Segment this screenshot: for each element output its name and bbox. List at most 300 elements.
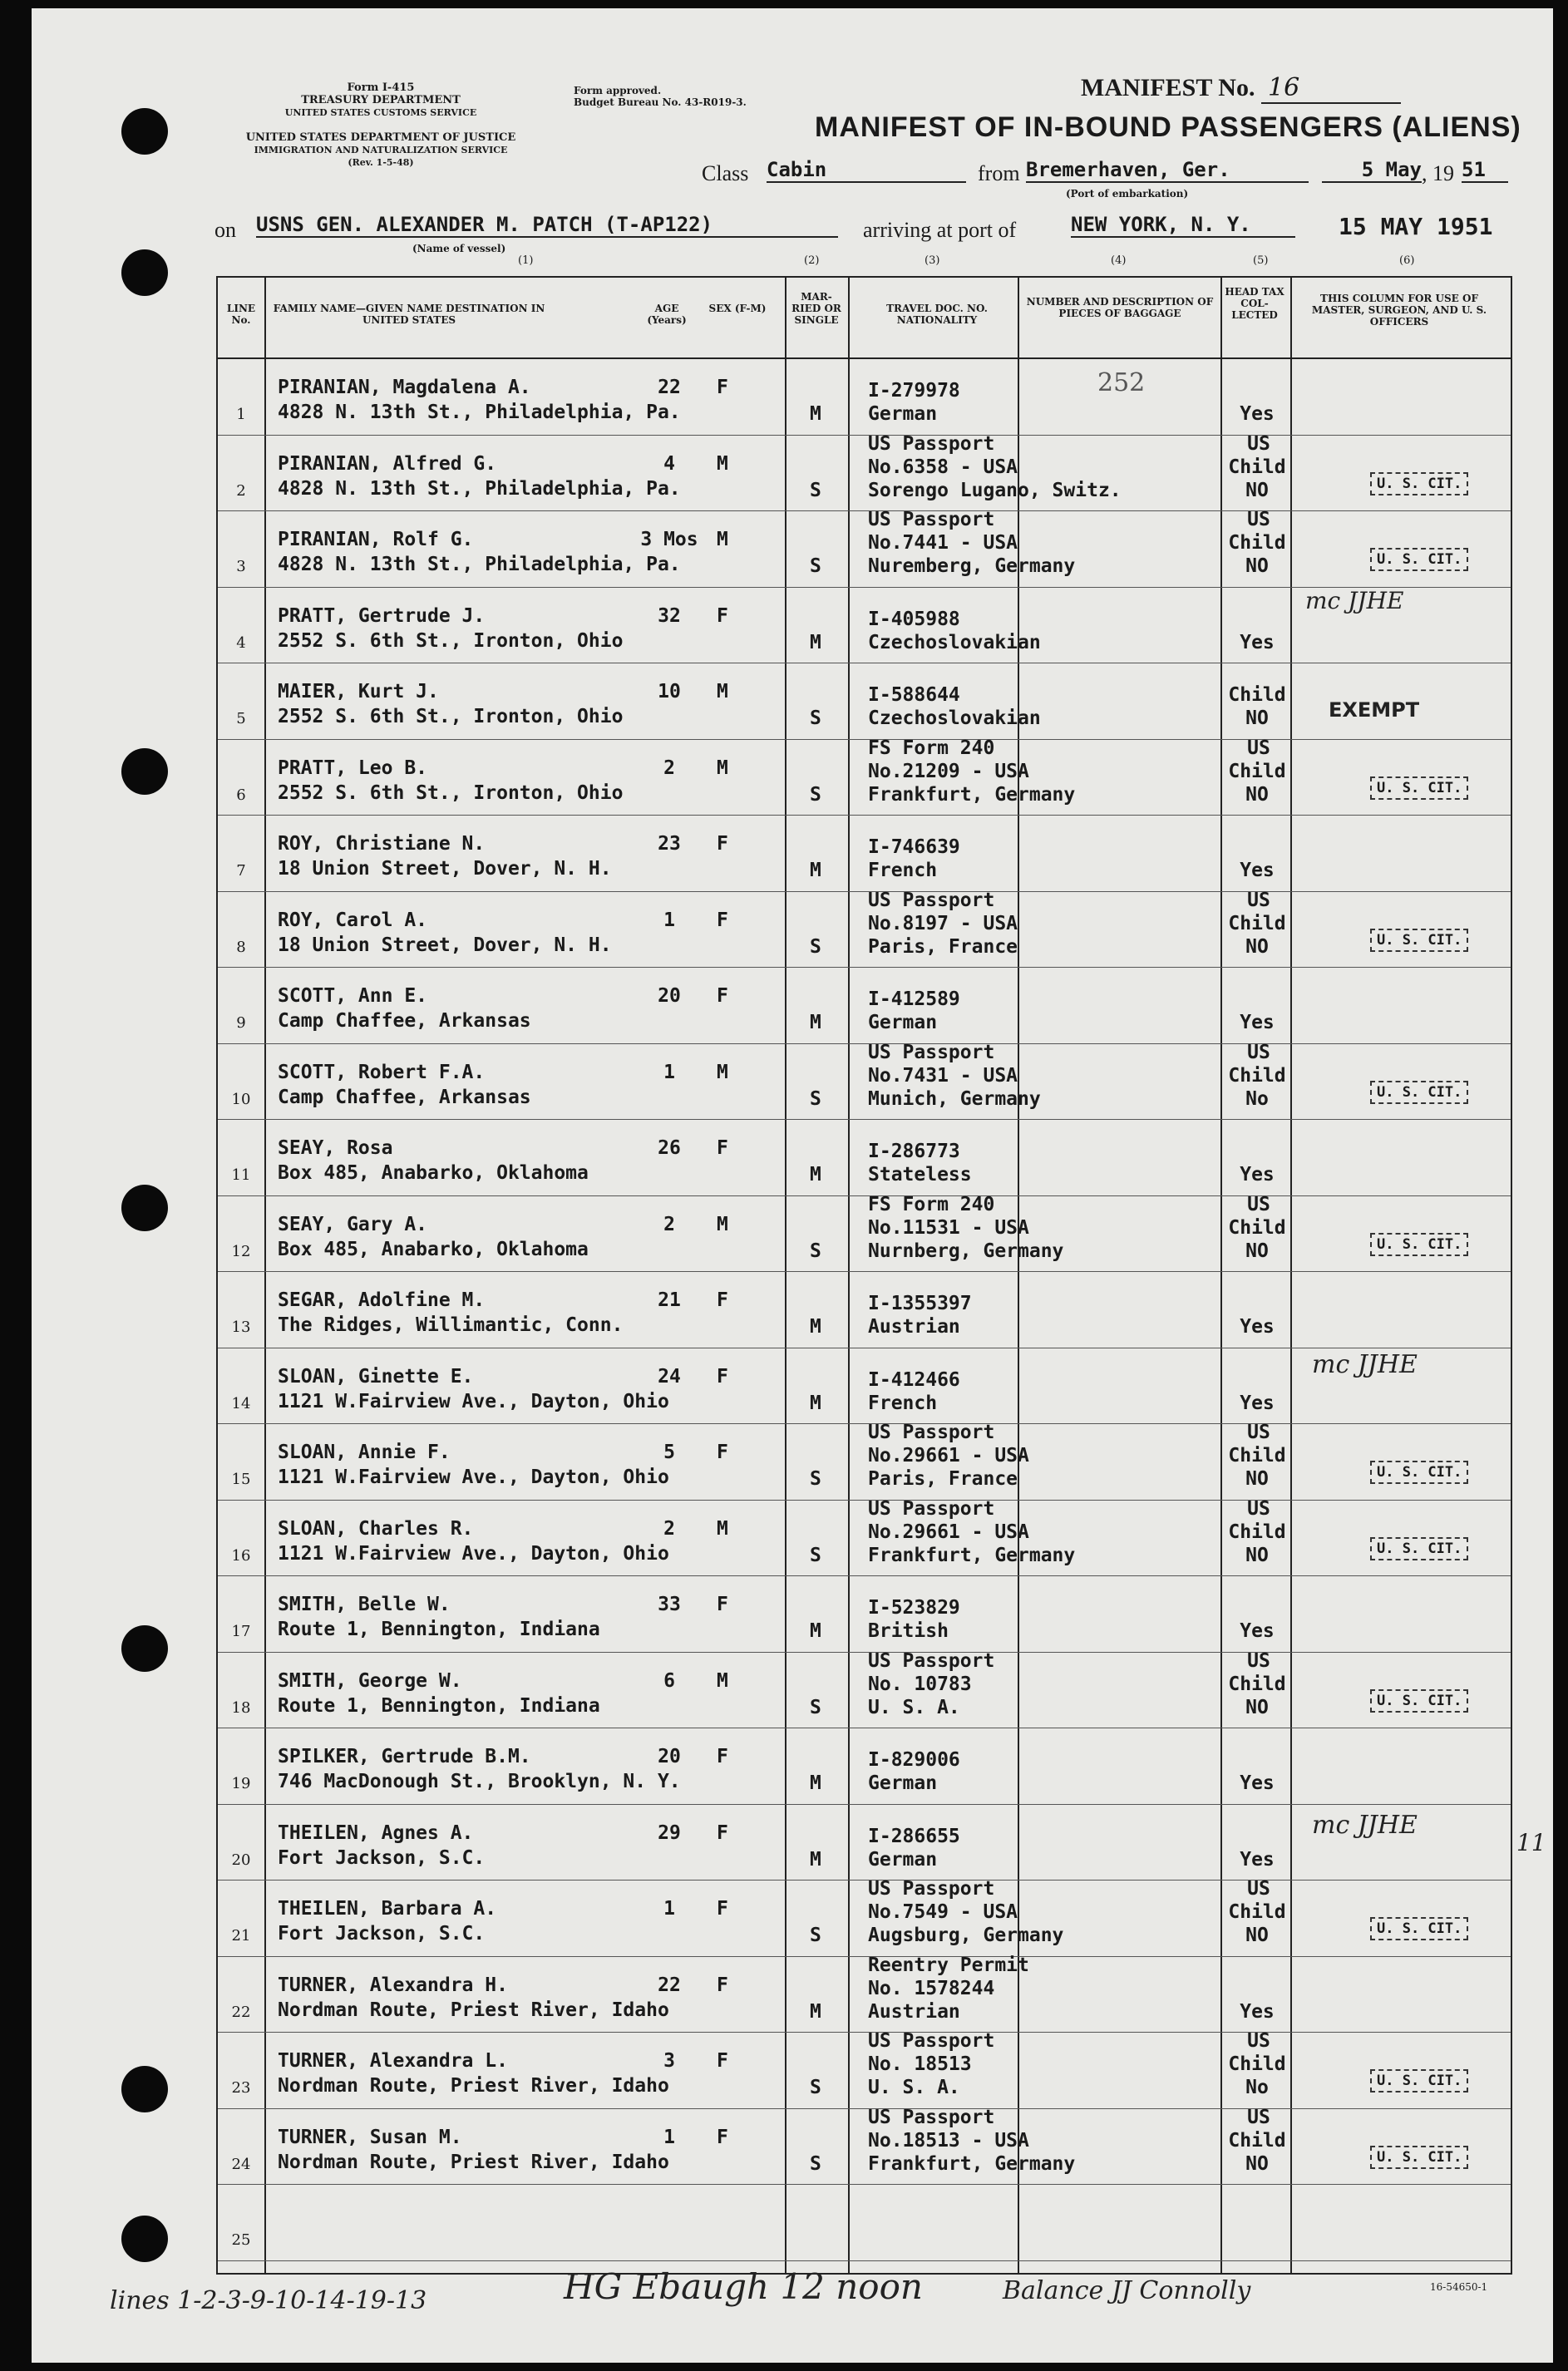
table-row xyxy=(218,663,1511,740)
sex: F xyxy=(717,377,728,398)
travel-doc-line-2: I-405988 xyxy=(868,608,960,630)
head-tax-line-2: Child xyxy=(1228,912,1286,934)
line-number: 19 xyxy=(231,1775,251,1792)
sex: F xyxy=(717,2126,728,2148)
age: 4 xyxy=(663,452,675,475)
table-row xyxy=(218,968,1511,1044)
passenger-name: SLOAN, Charles R. xyxy=(278,1517,474,1540)
destination: Camp Chaffee, Arkansas xyxy=(278,1086,531,1108)
head-tax-line-3: Yes xyxy=(1240,1620,1275,1642)
sex: M xyxy=(717,1517,728,1540)
embark-caption: (Port of embarkation) xyxy=(1066,188,1189,200)
footer-code: 16-54650-1 xyxy=(1430,2281,1488,2293)
line-number: 10 xyxy=(231,1090,251,1108)
manifest-label: MANIFEST No. xyxy=(1081,74,1255,101)
head-tax-line-3: NO xyxy=(1245,1544,1269,1566)
nationality: German xyxy=(868,403,938,425)
line-number: 9 xyxy=(236,1014,246,1032)
marital-status: M xyxy=(810,860,821,881)
destination: 4828 N. 13th St., Philadelphia, Pa. xyxy=(278,477,681,500)
nationality: German xyxy=(868,1772,938,1794)
destination: Nordman Route, Priest River, Idaho xyxy=(278,2151,669,2173)
passenger-name: SEAY, Gary A. xyxy=(278,1213,428,1235)
binder-hole xyxy=(121,108,168,155)
head-tax-line-3: NO xyxy=(1245,783,1269,806)
citizen-stamp: U. S. CIT. xyxy=(1370,929,1468,952)
binder-hole xyxy=(121,2066,168,2112)
sex: F xyxy=(717,909,728,931)
line-number: 2 xyxy=(236,481,246,500)
head-tax-line-2: Child xyxy=(1228,1521,1286,1543)
travel-doc-line-2: I-279978 xyxy=(868,380,960,402)
col-num-3: (3) xyxy=(925,254,940,267)
marital-status: S xyxy=(810,1925,821,1946)
table-row xyxy=(218,889,1511,969)
nationality: Augsburg, Germany xyxy=(868,1925,1064,1946)
citizen-stamp: U. S. CIT. xyxy=(1370,2069,1468,2092)
nationality: Frankfurt, Germany xyxy=(868,2152,1076,2175)
head-tax-line-3: NO xyxy=(1245,1468,1269,1490)
sex: M xyxy=(717,452,728,475)
travel-doc-line-2: No. 18513 xyxy=(868,2053,972,2075)
head-tax-line-3: NO xyxy=(1245,479,1269,501)
manifest-number xyxy=(1081,73,1401,104)
passenger-name: PIRANIAN, Alfred G. xyxy=(278,452,497,475)
passenger-name: PIRANIAN, Magdalena A. xyxy=(278,377,531,398)
row-divider xyxy=(218,2260,1511,2261)
nationality: Frankfurt, Germany xyxy=(868,783,1076,806)
head-tax-line-1: US xyxy=(1247,1041,1270,1063)
table-row xyxy=(218,511,1511,588)
nationality: Stateless xyxy=(868,1164,972,1186)
table-row xyxy=(218,816,1511,892)
marital-status: S xyxy=(810,1468,821,1490)
nationality: Paris, France xyxy=(868,1468,1018,1490)
header-sex: SEX (F-M) xyxy=(708,303,767,314)
line-number: 7 xyxy=(236,862,246,880)
manifest-no-value: 16 xyxy=(1261,73,1401,104)
head-tax-line-1: US xyxy=(1247,509,1270,530)
initials-note: mc JJHE xyxy=(1312,1350,1418,1379)
passenger-name: ROY, Carol A. xyxy=(278,909,428,931)
page-title: MANIFEST OF IN-BOUND PASSENGERS (ALIENS) xyxy=(815,111,1521,143)
line-number: 1 xyxy=(236,406,246,423)
head-tax-line-2: Child xyxy=(1228,684,1286,706)
table-row xyxy=(218,359,1511,436)
sex: M xyxy=(717,681,728,702)
table-row xyxy=(218,1576,1511,1653)
table-row xyxy=(218,2030,1511,2109)
exempt-note: EXEMPT xyxy=(1329,698,1420,722)
passenger-name: TURNER, Alexandra L. xyxy=(278,2050,508,2072)
marital-status: M xyxy=(810,1164,821,1186)
year-value: 51 xyxy=(1462,158,1508,183)
approval-line-1: Form approved. xyxy=(574,85,662,96)
sex: F xyxy=(717,1365,728,1388)
table-row xyxy=(218,432,1511,512)
head-tax-line-1: US xyxy=(1247,1497,1270,1520)
passenger-name: PIRANIAN, Rolf G. xyxy=(278,529,474,550)
travel-doc-line-2: No.11531 - USA xyxy=(868,1216,1029,1239)
travel-doc-line-2: No.7431 - USA xyxy=(868,1064,1018,1087)
age: 20 xyxy=(658,985,681,1007)
table-row xyxy=(218,1728,1511,1805)
marital-status: S xyxy=(810,1544,821,1566)
sex: F xyxy=(717,1898,728,1920)
treasury-block xyxy=(256,81,505,119)
year-prefix: , 19 xyxy=(1422,161,1454,185)
marital-status: S xyxy=(810,555,821,577)
destination: Box 485, Anabarko, Oklahoma xyxy=(278,1238,589,1260)
marital-status: S xyxy=(810,1087,821,1110)
travel-doc-line-1: US Passport xyxy=(868,1878,995,1900)
travel-doc-line-2: I-412589 xyxy=(868,988,960,1010)
approval-block xyxy=(574,85,747,108)
sex: M xyxy=(717,757,728,779)
header-name: FAMILY NAME—GIVEN NAME DESTINATION IN UNITED STATES xyxy=(273,303,545,326)
head-tax-line-1: US xyxy=(1247,2106,1270,2128)
travel-doc-line-2: No.21209 - USA xyxy=(868,760,1029,782)
table-row xyxy=(218,1497,1511,1577)
marital-status: M xyxy=(810,1620,821,1642)
travel-doc-line-2: I-286773 xyxy=(868,1141,960,1162)
nationality: Frankfurt, Germany xyxy=(868,1544,1076,1566)
form-number: Form I-415 xyxy=(347,81,415,94)
head-tax-line-3: Yes xyxy=(1240,1392,1275,1414)
approval-line-2: Budget Bureau No. 43-R019-3. xyxy=(574,96,747,108)
ins-service: IMMIGRATION AND NATURALIZATION SERVICE xyxy=(254,145,508,155)
travel-doc-line-2: I-286655 xyxy=(868,1825,960,1847)
sex: F xyxy=(717,1442,728,1463)
header-officers: THIS COLUMN FOR USE OF MASTER, SURGEON, AND U. S. OFFICERS xyxy=(1311,293,1487,328)
travel-doc-line-1: US Passport xyxy=(868,1422,995,1443)
line-number: 11 xyxy=(231,1166,251,1184)
marital-status: M xyxy=(810,1392,821,1414)
sex: F xyxy=(717,1746,728,1767)
sex: M xyxy=(717,529,728,550)
head-tax-line-1: US xyxy=(1247,889,1270,911)
on-label: on xyxy=(214,218,236,242)
travel-doc-line-2: No.8197 - USA xyxy=(868,912,1018,934)
line-number: 13 xyxy=(231,1319,251,1336)
sex: F xyxy=(717,1821,728,1844)
citizen-stamp: U. S. CIT. xyxy=(1370,776,1468,800)
class-value: Cabin xyxy=(767,158,966,183)
citizen-stamp: U. S. CIT. xyxy=(1370,1917,1468,1940)
travel-doc-line-2: No.7549 - USA xyxy=(868,1901,1018,1923)
age: 24 xyxy=(658,1365,681,1388)
binder-hole xyxy=(121,1185,168,1231)
treasury-department: TREASURY DEPARTMENT xyxy=(301,94,461,106)
col-num-4: (4) xyxy=(1111,254,1127,267)
travel-doc-line-2: No.7441 - USA xyxy=(868,532,1018,554)
age: 32 xyxy=(658,604,681,627)
citizen-stamp: U. S. CIT. xyxy=(1370,472,1468,495)
nationality: U. S. A. xyxy=(868,2077,960,2098)
travel-doc-line-2: No.6358 - USA xyxy=(868,456,1018,478)
citizen-stamp: U. S. CIT. xyxy=(1370,2146,1468,2169)
destination: Nordman Route, Priest River, Idaho xyxy=(278,1999,669,2021)
passenger-name: THEILEN, Barbara A. xyxy=(278,1898,497,1920)
head-tax-line-1: US xyxy=(1247,1878,1270,1900)
age: 10 xyxy=(658,681,681,702)
citizen-stamp: U. S. CIT. xyxy=(1370,1081,1468,1104)
head-tax-line-3: Yes xyxy=(1240,1012,1275,1033)
travel-doc-line-2: No.29661 - USA xyxy=(868,1521,1029,1543)
head-tax-line-2: Child xyxy=(1228,1216,1286,1239)
head-tax-line-3: NO xyxy=(1245,2152,1269,2175)
head-tax-line-2: Child xyxy=(1228,532,1286,554)
head-tax-line-3: Yes xyxy=(1240,2000,1275,2023)
passenger-name: PRATT, Leo B. xyxy=(278,757,428,779)
head-tax-line-2: Child xyxy=(1228,1064,1286,1087)
travel-doc-line-2: I-746639 xyxy=(868,836,960,858)
head-tax-line-1: US xyxy=(1247,432,1270,455)
destination: Fort Jackson, S.C. xyxy=(278,1923,486,1945)
travel-doc-line-1: FS Form 240 xyxy=(868,1193,995,1215)
destination: Route 1, Bennington, Indiana xyxy=(278,1694,600,1717)
justice-department: UNITED STATES DEPARTMENT OF JUSTICE xyxy=(245,131,516,144)
revision: (Rev. 1-5-48) xyxy=(348,157,414,168)
head-tax-line-1: US xyxy=(1247,1649,1270,1672)
travel-doc-line-1: US Passport xyxy=(868,2106,995,2128)
sex: M xyxy=(717,1669,728,1692)
line-number: 3 xyxy=(236,558,246,575)
marital-status: M xyxy=(810,403,821,425)
sex: F xyxy=(717,985,728,1007)
head-tax-line-1: US xyxy=(1247,2030,1270,2052)
head-tax-line-3: No xyxy=(1245,1087,1269,1110)
destination: 18 Union Street, Dover, N. H. xyxy=(278,858,612,880)
travel-doc-line-2: No.29661 - USA xyxy=(868,1445,1029,1466)
marital-status: S xyxy=(810,783,821,806)
nationality: French xyxy=(868,1392,938,1414)
line-number: 15 xyxy=(231,1471,251,1488)
line-count-note: 11 xyxy=(1516,1829,1546,1856)
arriving-label: arriving at port of xyxy=(863,218,1017,242)
table-row xyxy=(218,1272,1511,1348)
manifest-page xyxy=(32,8,1553,2363)
from-value: Bremerhaven, Ger. xyxy=(1026,158,1309,183)
line-number: 24 xyxy=(231,2155,251,2173)
head-tax-line-2: Child xyxy=(1228,1445,1286,1466)
travel-doc-line-1: US Passport xyxy=(868,509,995,530)
age: 2 xyxy=(663,1517,675,1540)
head-tax-line-2: Child xyxy=(1228,1673,1286,1695)
header-baggage: NUMBER AND DESCRIPTION OF PIECES OF BAGGAGE xyxy=(1026,296,1214,319)
line-number: 20 xyxy=(231,1851,251,1869)
head-tax-line-2: Child xyxy=(1228,760,1286,782)
travel-doc-line-2: I-588644 xyxy=(868,684,960,706)
marital-status: S xyxy=(810,1240,821,1262)
nationality: Munich, Germany xyxy=(868,1087,1041,1110)
line-number: 4 xyxy=(236,633,246,652)
nationality: Nuremberg, Germany xyxy=(868,555,1076,577)
table-row xyxy=(218,1041,1511,1121)
nationality: U. S. A. xyxy=(868,1696,960,1718)
signature-ebaugh: HG Ebaugh 12 noon xyxy=(564,2266,923,2307)
passenger-name: THEILEN, Agnes A. xyxy=(278,1821,474,1844)
marital-status: M xyxy=(810,1848,821,1871)
destination: Nordman Route, Priest River, Idaho xyxy=(278,2075,669,2097)
passenger-name: SCOTT, Robert F.A. xyxy=(278,1061,486,1083)
nationality: Austrian xyxy=(868,2000,960,2023)
age: 22 xyxy=(658,1974,681,1996)
marital-status: S xyxy=(810,707,821,729)
passenger-name: SLOAN, Annie F. xyxy=(278,1442,451,1463)
header-travel: TRAVEL DOC. NO. NATIONALITY xyxy=(886,303,988,326)
age: 2 xyxy=(663,757,675,779)
age: 26 xyxy=(658,1137,681,1159)
table-row xyxy=(218,1193,1511,1273)
travel-doc-line-2: No. 1578244 xyxy=(868,1977,995,1999)
sex: F xyxy=(717,1137,728,1159)
date-value: 5 May xyxy=(1322,158,1422,183)
age: 23 xyxy=(658,833,681,855)
binder-hole xyxy=(121,1625,168,1672)
travel-doc-line-2: No. 10783 xyxy=(868,1673,972,1695)
line-number: 5 xyxy=(236,710,246,727)
marital-status: M xyxy=(810,1316,821,1338)
line-number: 6 xyxy=(236,786,246,804)
head-tax-line-2: Child xyxy=(1228,2129,1286,2152)
sex: M xyxy=(717,1061,728,1083)
vessel-caption: (Name of vessel) xyxy=(412,243,506,254)
head-tax-line-3: NO xyxy=(1245,1925,1269,1946)
col-num-6: (6) xyxy=(1399,254,1415,267)
nationality: Sorengo Lugano, Switz. xyxy=(868,479,1122,501)
line-number: 17 xyxy=(231,1623,251,1640)
marital-status: S xyxy=(810,1696,821,1718)
table-row xyxy=(218,1424,1511,1501)
initials-note: mc JJHE xyxy=(1305,587,1404,614)
travel-doc-line-1: US Passport xyxy=(868,1041,995,1063)
line-number: 12 xyxy=(231,1242,251,1260)
passenger-name: SCOTT, Ann E. xyxy=(278,985,428,1007)
age: 1 xyxy=(663,1898,675,1920)
travel-doc-line-1: FS Form 240 xyxy=(868,737,995,759)
sex: F xyxy=(717,833,728,855)
age: 33 xyxy=(658,1594,681,1615)
age: 2 xyxy=(663,1213,675,1235)
destination: Fort Jackson, S.C. xyxy=(278,1846,486,1869)
destination: Camp Chaffee, Arkansas xyxy=(278,1010,531,1032)
table-row xyxy=(218,1878,1511,1957)
destination: Route 1, Bennington, Indiana xyxy=(278,1619,600,1640)
head-tax-line-3: Yes xyxy=(1240,1316,1275,1338)
age: 3 Mos xyxy=(640,529,698,550)
head-tax-line-3: NO xyxy=(1245,935,1269,958)
head-tax-line-1: US xyxy=(1247,737,1270,759)
destination: Box 485, Anabarko, Oklahoma xyxy=(278,1162,589,1184)
destination: The Ridges, Willimantic, Conn. xyxy=(278,1314,624,1336)
baggage-note: 252 xyxy=(1097,368,1146,397)
passenger-name: PRATT, Gertrude J. xyxy=(278,604,486,627)
table-row xyxy=(218,1649,1511,1729)
age: 1 xyxy=(663,2126,675,2148)
nationality: Nurnberg, Germany xyxy=(868,1240,1064,1262)
passenger-table xyxy=(216,276,1512,2275)
marital-status: M xyxy=(810,1012,821,1033)
line-number: 16 xyxy=(231,1546,251,1565)
nationality: Czechoslovakian xyxy=(868,707,1041,729)
destination: 1121 W.Fairview Ave., Dayton, Ohio xyxy=(278,1466,669,1488)
citizen-stamp: U. S. CIT. xyxy=(1370,1689,1468,1713)
line-number: 18 xyxy=(231,1698,251,1717)
head-tax-line-3: No xyxy=(1245,2077,1269,2098)
passenger-name: SEGAR, Adolfine M. xyxy=(278,1289,486,1311)
passenger-name: SEAY, Rosa xyxy=(278,1137,393,1159)
line-number: 25 xyxy=(231,2231,251,2249)
marital-status: M xyxy=(810,631,821,653)
passenger-name: SLOAN, Ginette E. xyxy=(278,1365,474,1388)
table-row xyxy=(218,1120,1511,1196)
destination: 1121 W.Fairview Ave., Dayton, Ohio xyxy=(278,1390,669,1412)
age: 21 xyxy=(658,1289,681,1311)
head-tax-line-2: Child xyxy=(1228,2053,1286,2075)
table-row xyxy=(218,2106,1511,2186)
head-tax-line-3: NO xyxy=(1245,707,1269,729)
sex: F xyxy=(717,1594,728,1615)
head-tax-line-3: Yes xyxy=(1240,1848,1275,1871)
citizen-stamp: U. S. CIT. xyxy=(1370,1537,1468,1560)
age: 3 xyxy=(663,2050,675,2072)
table-row xyxy=(218,1954,1511,2033)
age: 29 xyxy=(658,1821,681,1844)
travel-doc-line-1: US Passport xyxy=(868,2030,995,2052)
marital-status: S xyxy=(810,935,821,958)
header-married: MAR-RIED OR SINGLE xyxy=(791,291,841,326)
age: 20 xyxy=(658,1746,681,1767)
marital-status: S xyxy=(810,2077,821,2098)
head-tax-line-3: Yes xyxy=(1240,1772,1275,1794)
nationality: German xyxy=(868,1848,938,1871)
lines-note: lines 1-2-3-9-10-14-19-13 xyxy=(110,2286,427,2315)
head-tax-line-3: NO xyxy=(1245,555,1269,577)
travel-doc-line-2: I-1355397 xyxy=(868,1293,972,1314)
column-headers xyxy=(218,278,1511,359)
age: 6 xyxy=(663,1669,675,1692)
citizen-stamp: U. S. CIT. xyxy=(1370,548,1468,571)
sex: F xyxy=(717,2050,728,2072)
age: 1 xyxy=(663,909,675,931)
header-age: AGE (Years) xyxy=(647,303,687,326)
destination: 4828 N. 13th St., Philadelphia, Pa. xyxy=(278,554,681,575)
nationality: Czechoslovakian xyxy=(868,631,1041,653)
travel-doc-line-2: I-523829 xyxy=(868,1597,960,1619)
nationality: French xyxy=(868,860,938,881)
travel-doc-line-1: Reentry Permit xyxy=(868,1954,1029,1976)
vessel-name: USNS GEN. ALEXANDER M. PATCH (T-AP122) xyxy=(256,213,838,238)
head-tax-line-3: Yes xyxy=(1240,631,1275,653)
travel-doc-line-1: US Passport xyxy=(868,432,995,455)
head-tax-line-3: Yes xyxy=(1240,1164,1275,1186)
travel-doc-line-2: I-829006 xyxy=(868,1749,960,1771)
from-label: from xyxy=(978,161,1020,185)
nationality: Austrian xyxy=(868,1316,960,1338)
line-number: 22 xyxy=(231,2003,251,2021)
header-line: LINE No. xyxy=(226,303,256,326)
line-number: 23 xyxy=(231,2079,251,2097)
head-tax-line-3: Yes xyxy=(1240,860,1275,881)
head-tax-line-3: NO xyxy=(1245,1696,1269,1718)
customs-service: UNITED STATES CUSTOMS SERVICE xyxy=(284,107,477,118)
travel-doc-line-1: US Passport xyxy=(868,889,995,911)
binder-hole xyxy=(121,249,168,296)
age: 1 xyxy=(663,1061,675,1083)
destination: 2552 S. 6th St., Ironton, Ohio xyxy=(278,629,624,652)
passenger-name: MAIER, Kurt J. xyxy=(278,681,439,702)
